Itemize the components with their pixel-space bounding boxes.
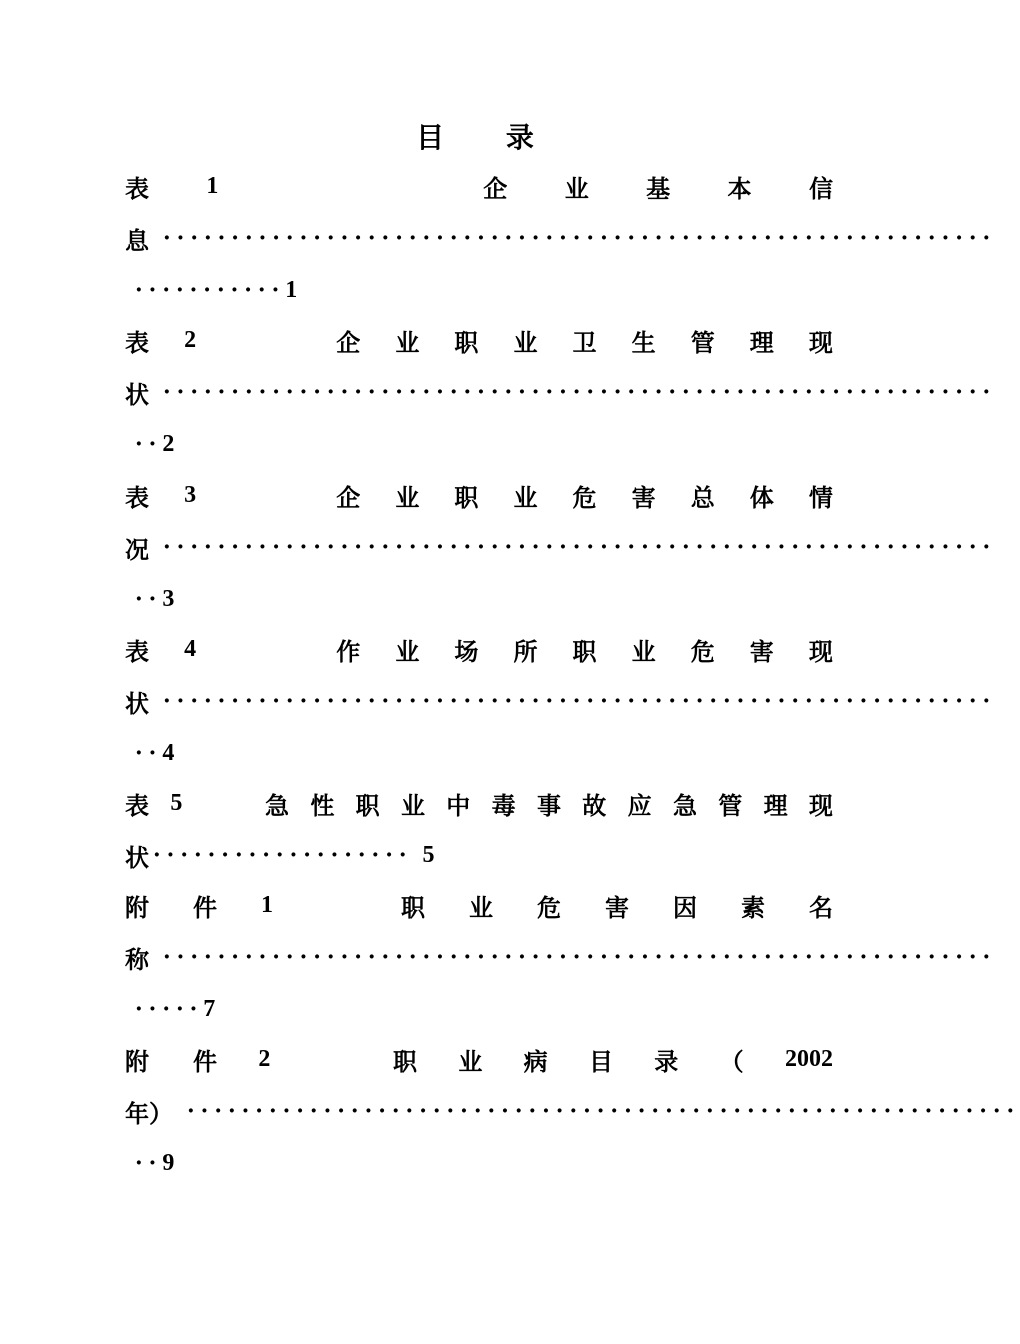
entry-continuation: 状 xyxy=(125,842,149,872)
toc-entry-table-4[interactable] xyxy=(125,623,997,779)
toc-entry-heading xyxy=(125,623,833,675)
page-number: 1 xyxy=(285,276,298,303)
entry-char: 企 xyxy=(336,327,361,357)
entry-label: 表 xyxy=(125,636,149,666)
entry-year: 2002 xyxy=(784,1045,833,1072)
leader-dots: ····· xyxy=(135,996,204,1022)
entry-char: 管 xyxy=(690,327,715,357)
page-number: 5 xyxy=(422,841,435,868)
entry-number: 4 xyxy=(184,635,197,662)
toc-entry-heading xyxy=(125,879,833,931)
toc-entry-leader xyxy=(125,931,997,983)
entry-char: 害 xyxy=(631,482,656,512)
entry-char: 理 xyxy=(763,790,788,820)
entry-char: 本 xyxy=(727,173,752,203)
entry-char: 业 xyxy=(395,636,420,666)
entry-char: 职 xyxy=(454,327,479,357)
entry-number: 1 xyxy=(261,891,273,918)
entry-char: 理 xyxy=(749,327,774,357)
leader-dots: ·· xyxy=(135,431,163,457)
entry-char: 害 xyxy=(749,636,774,666)
entry-label: 表 xyxy=(125,482,149,512)
toc-entry-heading xyxy=(125,777,833,829)
entry-label: 表 xyxy=(125,790,149,820)
entry-char: 生 xyxy=(631,327,656,357)
toc-entry-tail xyxy=(125,983,833,1035)
entry-continuation: 称 xyxy=(125,944,149,974)
toc-entry-leader xyxy=(125,829,833,881)
entry-char: 现 xyxy=(808,327,833,357)
page-number: 3 xyxy=(162,585,175,612)
page-number: 4 xyxy=(162,739,175,766)
entry-char: 职 xyxy=(454,482,479,512)
entry-char: 业 xyxy=(564,173,589,203)
toc-entry-table-2[interactable] xyxy=(125,314,997,470)
entry-char: 卫 xyxy=(572,327,597,357)
page-number: 2 xyxy=(162,430,175,457)
page-number: 9 xyxy=(162,1149,175,1176)
entry-char: 职 xyxy=(572,636,597,666)
entry-continuation: 状 xyxy=(125,688,149,718)
entry-char: 所 xyxy=(513,636,538,666)
entry-number: 2 xyxy=(184,326,197,353)
entry-char: 职 xyxy=(401,892,425,922)
entry-char: 企 xyxy=(336,482,361,512)
entry-char: 管 xyxy=(718,790,743,820)
entry-char: 中 xyxy=(446,790,471,820)
entry-char: 信 xyxy=(808,173,833,203)
entry-number: 3 xyxy=(184,481,197,508)
leader-dots: ····························································· xyxy=(163,225,997,251)
entry-char: 现 xyxy=(808,636,833,666)
entry-char: 体 xyxy=(749,482,774,512)
toc-entry-leader xyxy=(125,675,997,727)
toc-entry-table-3[interactable] xyxy=(125,469,997,625)
toc-entry-table-1[interactable] xyxy=(125,160,997,316)
leader-dots: ·· xyxy=(135,586,163,612)
entry-char: 业 xyxy=(513,482,538,512)
entry-char: 素 xyxy=(741,892,765,922)
entry-continuation: 况 xyxy=(125,534,149,564)
entry-char: 职 xyxy=(392,1046,417,1076)
leader-dots: ·· xyxy=(135,1150,163,1176)
entry-char: 目 xyxy=(588,1046,613,1076)
entry-number: 5 xyxy=(170,789,183,816)
toc-entry-heading xyxy=(125,314,833,366)
entry-label: 表 xyxy=(125,173,149,203)
entry-char: 录 xyxy=(654,1046,679,1076)
toc-entry-appendix-1[interactable] xyxy=(125,879,997,1035)
entry-char: 现 xyxy=(808,790,833,820)
entry-char: 危 xyxy=(690,636,715,666)
entry-char: 危 xyxy=(537,892,561,922)
toc-entry-heading xyxy=(125,1033,833,1085)
entry-char: 业 xyxy=(469,892,493,922)
entry-char: 害 xyxy=(605,892,629,922)
leader-dots: ····························································· xyxy=(163,379,997,405)
page-number: 7 xyxy=(203,995,216,1022)
toc-entry-tail xyxy=(125,727,833,779)
entry-char: 业 xyxy=(395,327,420,357)
leader-dots: ····························································· xyxy=(187,1098,1020,1124)
entry-char: 病 xyxy=(523,1046,548,1076)
leader-dots: ··········· xyxy=(135,277,286,303)
leader-dots: ····························································· xyxy=(163,688,997,714)
toc-entry-appendix-2[interactable] xyxy=(125,1033,1020,1189)
entry-char: 急 xyxy=(672,790,697,820)
entry-continuation: 状 xyxy=(125,379,149,409)
entry-char: 因 xyxy=(673,892,697,922)
entry-char: 总 xyxy=(690,482,715,512)
entry-char: 作 xyxy=(336,636,361,666)
entry-char: 性 xyxy=(310,790,335,820)
entry-number: 1 xyxy=(206,172,219,199)
entry-char: 故 xyxy=(582,790,607,820)
leader-dots: ····························································· xyxy=(163,534,997,560)
entry-char: 应 xyxy=(627,790,652,820)
entry-char: 急 xyxy=(264,790,289,820)
entry-label: 件 xyxy=(193,892,217,922)
toc-entry-table-5[interactable] xyxy=(125,777,833,881)
toc-entry-leader xyxy=(125,212,997,264)
entry-char: 毒 xyxy=(491,790,516,820)
entry-number: 2 xyxy=(258,1045,271,1072)
entry-char: 情 xyxy=(808,482,833,512)
entry-label-chars xyxy=(125,888,217,923)
toc-entry-heading xyxy=(125,469,833,521)
entry-char: 危 xyxy=(572,482,597,512)
entry-char: 业 xyxy=(395,482,420,512)
entry-char: 业 xyxy=(513,327,538,357)
entry-label-chars xyxy=(125,1042,217,1077)
leader-dots: ····························································· xyxy=(163,944,997,970)
entry-char: 职 xyxy=(355,790,380,820)
entry-label: 表 xyxy=(125,327,149,357)
toc-entry-tail xyxy=(125,573,833,625)
entry-char: 业 xyxy=(458,1046,483,1076)
toc-entry-tail xyxy=(125,264,833,316)
toc-entry-leader xyxy=(125,366,997,418)
toc-title: 目 录 xyxy=(416,121,560,154)
entry-char: 业 xyxy=(400,790,425,820)
entry-char: 企 xyxy=(483,173,508,203)
entry-continuation: 年） xyxy=(125,1098,173,1128)
toc-entry-tail xyxy=(125,418,833,470)
entry-label: 件 xyxy=(193,1046,217,1076)
entry-label: 附 xyxy=(125,892,149,922)
entry-char: 基 xyxy=(646,173,671,203)
leader-dots: ··················· xyxy=(153,842,413,868)
entry-char: （ xyxy=(719,1046,744,1076)
entry-continuation: 息 xyxy=(125,225,149,255)
entry-char: 事 xyxy=(536,790,561,820)
toc-entry-leader xyxy=(125,521,997,573)
toc-entry-heading xyxy=(125,160,833,212)
toc-entry-tail xyxy=(125,1137,833,1189)
entry-char: 业 xyxy=(631,636,656,666)
leader-dots: ·· xyxy=(135,740,163,766)
toc-entry-leader xyxy=(125,1085,1020,1137)
entry-char: 名 xyxy=(809,892,833,922)
entry-label: 附 xyxy=(125,1046,149,1076)
entry-char: 场 xyxy=(454,636,479,666)
